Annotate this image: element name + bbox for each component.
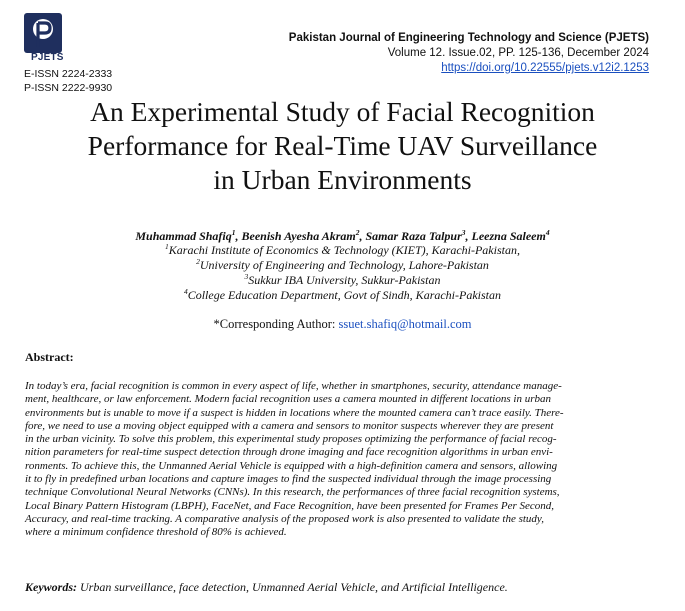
author-list: Muhammad Shafiq$^1$, Beenish Ayesha Akram$^2$, Samar Raza Talpur$^3$, Leezna Saleem$^4$ [135, 228, 550, 243]
doi-link[interactable]: https://doi.org/10.22555/pjets.v12i2.1253 [441, 62, 649, 74]
volume-info: Volume 12. Issue.02, PP. 125-136, December 2024 [387, 47, 649, 59]
abstract-line: nition parameters for real-time suspect detection through drone imaging and face recognition algorithms in urban envi- [25, 446, 553, 459]
abstract-line: it to fly in predefined urban locations and capture images to find the suspected individual through the image processing [25, 473, 552, 486]
abstract-body [25, 380, 650, 540]
abstract-line: Accuracy, and real-time tracking. A comparative analysis of the proposed work is also presented to validate the study, [25, 512, 544, 525]
abstract-line: technique Convolutional Neural Networks (CNNs). In this research, the performances of three facial recognition systems, [25, 486, 560, 499]
keywords-label: Keywords: [25, 580, 77, 594]
abstract-line: where a minimum confidence threshold of 80% is achieved. [25, 526, 287, 539]
title-line: Performance for Real-Time UAV Surveillance [87, 130, 598, 161]
abstract-heading: Abstract: [25, 350, 74, 364]
abstract-line: In today’s era, facial recognition is common in every aspect of life, whether in smartphones, security, attendance manage- [25, 380, 562, 392]
corresponding-label: *Corresponding Author: [213, 317, 336, 331]
eissn: E-ISSN 2224-2333 [24, 68, 113, 80]
author-name: Samar Raza Talpur [365, 229, 462, 243]
affiliation: $^3$Sukkur IBA University, Sukkur-Pakistan [244, 272, 441, 287]
abstract-line: in the urban vicinity. To solve this problem, this experimental study proposes optimizing the performance of facial recog- [25, 433, 557, 446]
author-name: Muhammad Shafiq [135, 229, 232, 243]
pissn: P-ISSN 2222-9930 [24, 82, 113, 94]
paper-title [20, 95, 665, 197]
abstract-line: ment, healthcare, or law enforcement. Modern facial recognition uses a camera mounted in different locations in urban [25, 393, 551, 406]
title-line: in Urban Environments [213, 164, 472, 195]
keywords-text: Urban surveillance, face detection, Unmanned Aerial Vehicle, and Artificial Intelligence. [80, 580, 508, 594]
abstract-line: ronments. To achieve this, the Unmanned Aerial Vehicle is equipped with a high-definition camera and sensors, allowing [25, 459, 558, 472]
corresponding-email[interactable]: ssuet.shafiq@hotmail.com [338, 317, 472, 331]
affiliation: $^1$Karachi Institute of Economics & Technology (KIET), Karachi-Pakistan, [165, 242, 520, 257]
affiliation: $^4$College Education Department, Govt of Sindh, Karachi-Pakistan [183, 287, 502, 302]
affiliation: $^2$University of Engineering and Technology, Lahore-Pakistan [196, 257, 489, 272]
author-name: Beenish Ayesha Akram [241, 229, 356, 243]
title-line: An Experimental Study of Facial Recognition [90, 96, 595, 127]
author-name: Leezna Saleem [471, 229, 546, 243]
abstract-line: Local Binary Pattern Histogram (LBPH), FaceNet, and Face Recognition, have been presented for Frames Per Second, [25, 499, 554, 512]
abstract-line: environments but is unable to move if a suspect is hidden in locations where the mounted camera can’t trace easily. There- [25, 406, 564, 419]
abstract-line: fore, we need to use a moving object equipped with a camera and sensors to monitor suspects wherever they are present [25, 419, 554, 432]
logo-text: PJETS [31, 52, 64, 63]
journal-logo [24, 13, 62, 53]
corresponding-author [0, 317, 685, 332]
keywords [25, 580, 508, 595]
journal-name: Pakistan Journal of Engineering Technology and Science (PJETS) [288, 32, 649, 44]
